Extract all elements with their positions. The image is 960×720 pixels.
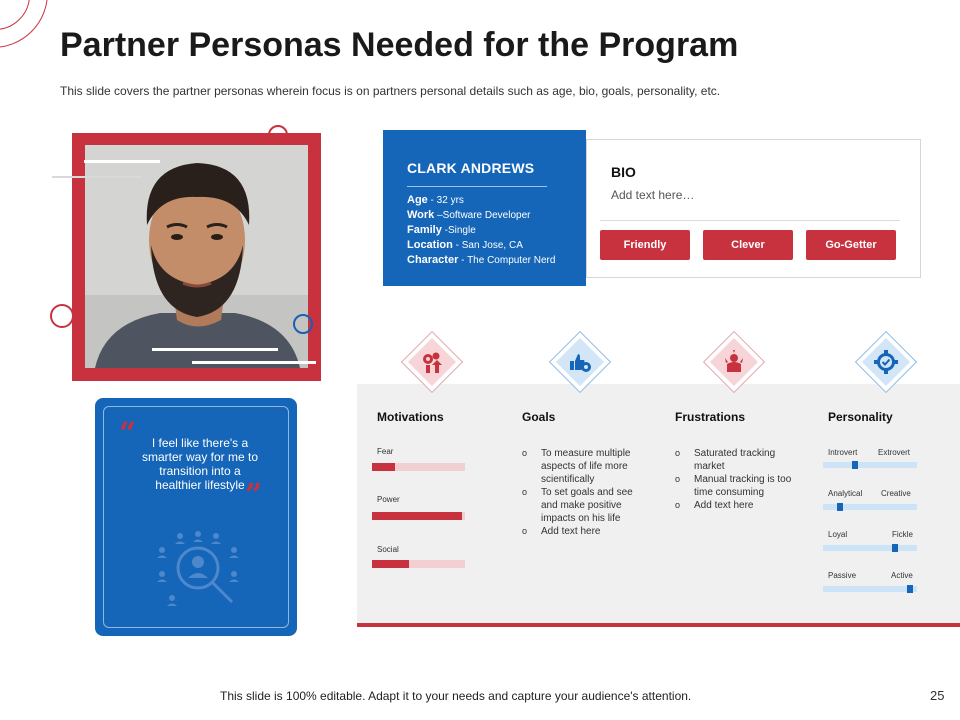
motivations-heading: Motivations xyxy=(377,410,444,424)
motivation-bar-fear xyxy=(372,463,465,471)
gears-person-arrow-icon xyxy=(420,350,444,374)
decorative-ring xyxy=(293,314,313,334)
bio-text[interactable]: Add text here… xyxy=(611,188,695,202)
person-portrait-illustration xyxy=(85,145,308,368)
list-item: o Saturated tracking market xyxy=(675,447,797,473)
decorative-line xyxy=(52,176,142,178)
profile-location: Location - San Jose, CA xyxy=(407,239,523,251)
decorative-line xyxy=(192,361,316,364)
list-item: o Add text here xyxy=(675,499,797,512)
motivation-bar-power xyxy=(372,512,465,520)
personality-right-label: Active xyxy=(891,571,913,580)
panel-base-line xyxy=(357,623,960,627)
frustrations-icon-badge xyxy=(702,330,766,394)
motivation-label-fear: Fear xyxy=(377,447,394,456)
decorative-ring xyxy=(50,304,74,328)
frustrations-heading: Frustrations xyxy=(675,410,746,424)
goals-icon-badge xyxy=(548,330,612,394)
divider xyxy=(407,186,547,187)
bio-panel xyxy=(586,139,921,278)
goals-list xyxy=(522,447,652,538)
motivations-icon-badge xyxy=(400,330,464,394)
motivation-label-power: Power xyxy=(377,495,400,504)
personality-heading: Personality xyxy=(828,410,893,424)
motivation-bar-social xyxy=(372,560,465,568)
personality-scale-introvert-extrovert xyxy=(823,462,917,468)
decorative-ring xyxy=(268,125,288,145)
personality-icon-badge xyxy=(854,330,918,394)
personality-scale-loyal-fickle xyxy=(823,545,917,551)
page-number: 25 xyxy=(930,688,945,703)
personality-right-label: Fickle xyxy=(892,530,913,539)
personality-left-label: Loyal xyxy=(828,530,848,539)
thumbs-up-gear-icon xyxy=(568,350,592,374)
personality-scale-passive-active xyxy=(823,586,917,592)
profile-age: Age - 32 yrs xyxy=(407,194,464,206)
gear-check-icon xyxy=(874,350,898,374)
profile-work: Work –Software Developer xyxy=(407,209,531,221)
tag-go-getter[interactable]: Go-Getter xyxy=(806,230,896,260)
personality-left-label: Analytical xyxy=(828,489,863,498)
profile-family: Family -Single xyxy=(407,224,476,236)
divider xyxy=(600,220,900,221)
persona-photo xyxy=(85,145,308,368)
personality-right-label: Extrovert xyxy=(878,448,911,457)
list-item: o To set goals and see and make positive impacts on his life xyxy=(522,486,652,525)
frustrated-person-icon xyxy=(722,350,746,374)
tag-friendly[interactable]: Friendly xyxy=(600,230,690,260)
list-item: o Manual tracking is too time consuming xyxy=(675,473,797,499)
list-item: o Add text here xyxy=(522,525,652,538)
decorative-line xyxy=(84,160,160,163)
list-item: o To measure multiple aspects of life more scientifically xyxy=(522,447,652,486)
quote-text: I feel like there's a smarter way for me to transition into a healthier lifestyle xyxy=(141,436,259,492)
people-search-icon xyxy=(150,528,250,618)
footer-note: This slide is 100% editable. Adapt it to your needs and capture your audience's attention. xyxy=(220,689,692,703)
profile-card xyxy=(383,130,586,286)
profile-name: CLARK ANDREWS xyxy=(407,160,535,176)
personality-scale-analytical-creative xyxy=(823,504,917,510)
page-title: Partner Personas Needed for the Program xyxy=(60,26,739,64)
personality-right-label: Creative xyxy=(881,489,911,498)
close-quote-icon: ” xyxy=(245,478,263,513)
profile-character: Character - The Computer Nerd xyxy=(407,254,556,266)
tag-clever[interactable]: Clever xyxy=(703,230,793,260)
open-quote-icon: “ xyxy=(119,416,137,451)
page-subtitle: This slide covers the partner personas wherein focus is on partners personal details such as age, bio, goals, personality, etc. xyxy=(60,84,721,98)
frustrations-list xyxy=(675,447,797,512)
bio-title: BIO xyxy=(611,164,636,180)
personality-left-label: Introvert xyxy=(828,448,858,457)
motivation-label-social: Social xyxy=(377,545,399,554)
goals-heading: Goals xyxy=(522,410,556,424)
personality-left-label: Passive xyxy=(828,571,857,580)
decorative-line xyxy=(152,348,278,351)
